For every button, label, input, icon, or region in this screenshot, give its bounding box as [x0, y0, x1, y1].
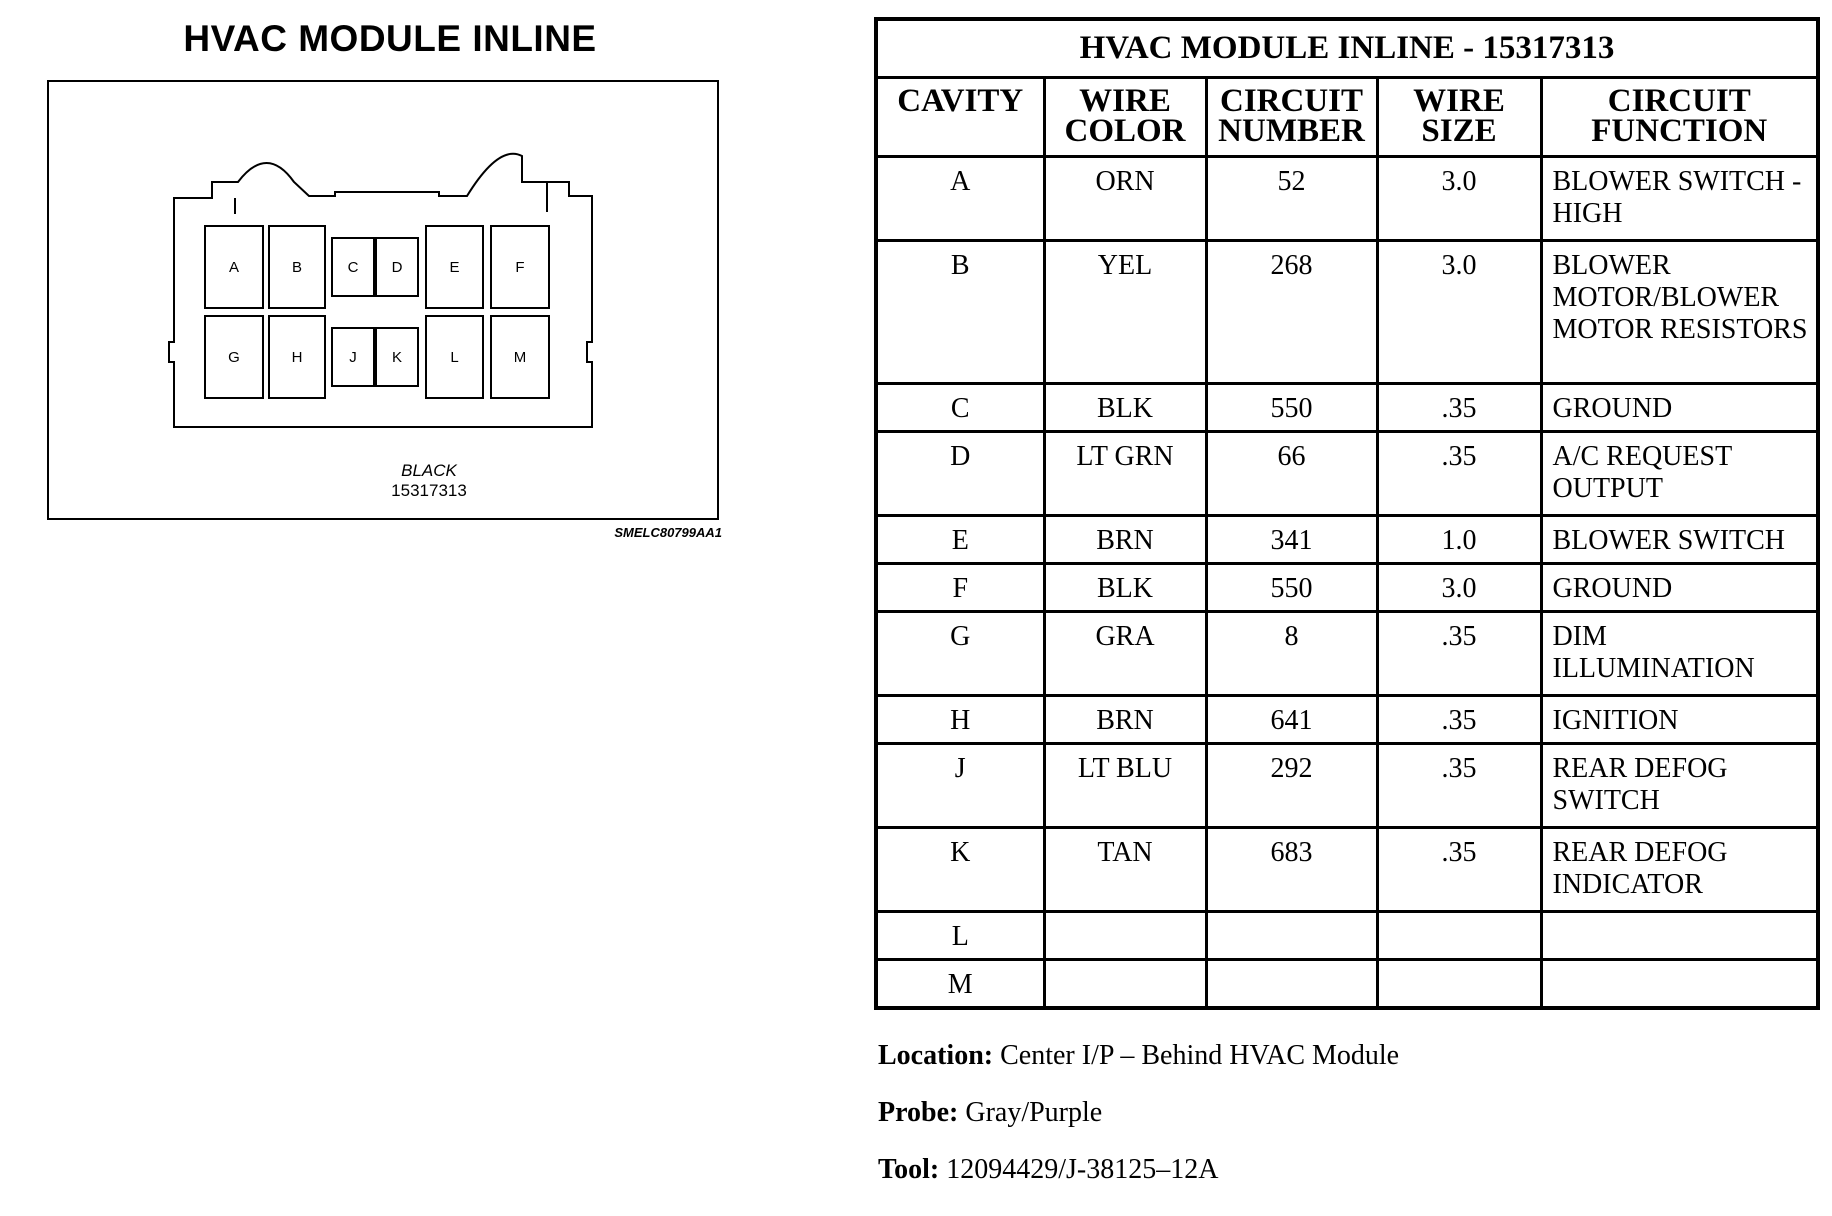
- cavity-cell: K: [876, 828, 1044, 912]
- circuit-number-cell: 8: [1206, 612, 1377, 696]
- header-wire-size: WIRE SIZE: [1377, 78, 1541, 157]
- wire-color-cell: TAN: [1044, 828, 1206, 912]
- cavity-label-e: E: [449, 259, 460, 276]
- probe-note: [878, 1097, 1399, 1154]
- cavity-label-k: K: [391, 349, 403, 366]
- circuit-number-cell: 550: [1206, 384, 1377, 432]
- figure-code: SMELC80799AA1: [614, 525, 722, 540]
- probe-value: Gray/Purple: [965, 1097, 1103, 1128]
- cavity-cell: L: [876, 912, 1044, 960]
- circuit-function-cell: REAR DEFOG INDICATOR: [1541, 828, 1818, 912]
- circuit-number-cell: 550: [1206, 564, 1377, 612]
- circuit-number-cell: 641: [1206, 696, 1377, 744]
- wire-size-cell: 3.0: [1377, 157, 1541, 241]
- circuit-function-cell: GROUND: [1541, 564, 1818, 612]
- header-wire-color: WIRE COLOR: [1044, 78, 1206, 157]
- cavity-cell: C: [876, 384, 1044, 432]
- cavity-label-m: M: [513, 349, 527, 366]
- cavity-cell: F: [876, 564, 1044, 612]
- circuit-function-cell: BLOWER MOTOR/BLOWER MOTOR RESISTORS: [1541, 241, 1818, 384]
- wire-size-cell: .35: [1377, 828, 1541, 912]
- cavity-label-d: D: [391, 259, 403, 276]
- circuit-number-cell: [1206, 960, 1377, 1008]
- circuit-function-cell: A/C REQUEST OUTPUT: [1541, 432, 1818, 516]
- table-row: [876, 612, 1818, 696]
- pinout-table-body: [876, 157, 1818, 1008]
- circuit-number-cell: 341: [1206, 516, 1377, 564]
- tool-label: Tool:: [878, 1154, 940, 1185]
- circuit-function-cell: BLOWER SWITCH: [1541, 516, 1818, 564]
- wire-color-cell: GRA: [1044, 612, 1206, 696]
- circuit-number-cell: 268: [1206, 241, 1377, 384]
- wire-size-cell: .35: [1377, 612, 1541, 696]
- circuit-function-cell: [1541, 912, 1818, 960]
- header-circuit-number: CIRCUIT NUMBER: [1206, 78, 1377, 157]
- connector-notes: [878, 1040, 1399, 1211]
- circuit-number-cell: [1206, 912, 1377, 960]
- cavity-cell: J: [876, 744, 1044, 828]
- cavity-label-l: L: [450, 349, 459, 366]
- probe-label: Probe:: [878, 1097, 959, 1128]
- pin-cavities: [205, 226, 549, 398]
- connector-part-number: 15317313: [391, 481, 467, 500]
- circuit-number-cell: 52: [1206, 157, 1377, 241]
- location-label: Location:: [878, 1040, 994, 1071]
- cavity-cell: B: [876, 241, 1044, 384]
- table-row: [876, 828, 1818, 912]
- wire-color-cell: [1044, 960, 1206, 1008]
- wire-color-cell: LT GRN: [1044, 432, 1206, 516]
- diagram-title: HVAC MODULE INLINE: [183, 18, 597, 59]
- location-value: Center I/P – Behind HVAC Module: [1000, 1040, 1400, 1071]
- wire-size-cell: 1.0: [1377, 516, 1541, 564]
- header-cavity: CAVITY: [876, 78, 1044, 157]
- tool-note: [878, 1154, 1399, 1211]
- circuit-function-cell: REAR DEFOG SWITCH: [1541, 744, 1818, 828]
- wire-color-cell: BRN: [1044, 516, 1206, 564]
- header-circuit-function: CIRCUIT FUNCTION: [1541, 78, 1818, 157]
- connector-face-drawing: [49, 82, 721, 522]
- cavity-cell: G: [876, 612, 1044, 696]
- cavity-label-f: F: [515, 259, 525, 276]
- wire-size-cell: [1377, 960, 1541, 1008]
- cavity-label-c: C: [347, 259, 359, 276]
- wire-color-cell: BLK: [1044, 564, 1206, 612]
- wire-size-cell: .35: [1377, 432, 1541, 516]
- wire-size-cell: 3.0: [1377, 564, 1541, 612]
- wire-color-cell: BRN: [1044, 696, 1206, 744]
- table-row: [876, 157, 1818, 241]
- cavity-cell: E: [876, 516, 1044, 564]
- cavity-label-a: A: [228, 259, 240, 276]
- tool-value: 12094429/J-38125–12A: [946, 1154, 1219, 1185]
- table-row: [876, 384, 1818, 432]
- circuit-number-cell: 66: [1206, 432, 1377, 516]
- cavity-label-j: J: [349, 349, 357, 366]
- wire-color-cell: BLK: [1044, 384, 1206, 432]
- table-row: [876, 744, 1818, 828]
- cavity-label-g: G: [228, 349, 240, 366]
- wire-color-cell: [1044, 912, 1206, 960]
- table-title: HVAC MODULE INLINE - 15317313: [876, 19, 1818, 78]
- table-row: [876, 960, 1818, 1008]
- connector-color-label: BLACK: [401, 461, 457, 480]
- cavity-cell: A: [876, 157, 1044, 241]
- circuit-function-cell: GROUND: [1541, 384, 1818, 432]
- table-row: [876, 564, 1818, 612]
- circuit-function-cell: [1541, 960, 1818, 1008]
- connector-diagram-frame: [47, 80, 719, 520]
- location-note: [878, 1040, 1399, 1097]
- cavity-cell: M: [876, 960, 1044, 1008]
- table-row: [876, 432, 1818, 516]
- circuit-function-cell: DIM ILLUMINATION: [1541, 612, 1818, 696]
- cavity-cell: D: [876, 432, 1044, 516]
- circuit-number-cell: 683: [1206, 828, 1377, 912]
- circuit-number-cell: 292: [1206, 744, 1377, 828]
- table-row: [876, 696, 1818, 744]
- cavity-label-b: B: [291, 259, 303, 276]
- wire-size-cell: .35: [1377, 696, 1541, 744]
- circuit-function-cell: BLOWER SWITCH - HIGH: [1541, 157, 1818, 241]
- cavity-label-h: H: [291, 349, 303, 366]
- wire-size-cell: 3.0: [1377, 241, 1541, 384]
- table-row: [876, 912, 1818, 960]
- circuit-function-cell: IGNITION: [1541, 696, 1818, 744]
- table-row: [876, 241, 1818, 384]
- wire-color-cell: ORN: [1044, 157, 1206, 241]
- wire-size-cell: .35: [1377, 384, 1541, 432]
- pinout-table: [874, 17, 1820, 1010]
- wire-color-cell: YEL: [1044, 241, 1206, 384]
- table-row: [876, 516, 1818, 564]
- wire-size-cell: [1377, 912, 1541, 960]
- wire-size-cell: .35: [1377, 744, 1541, 828]
- cavity-cell: H: [876, 696, 1044, 744]
- wire-color-cell: LT BLU: [1044, 744, 1206, 828]
